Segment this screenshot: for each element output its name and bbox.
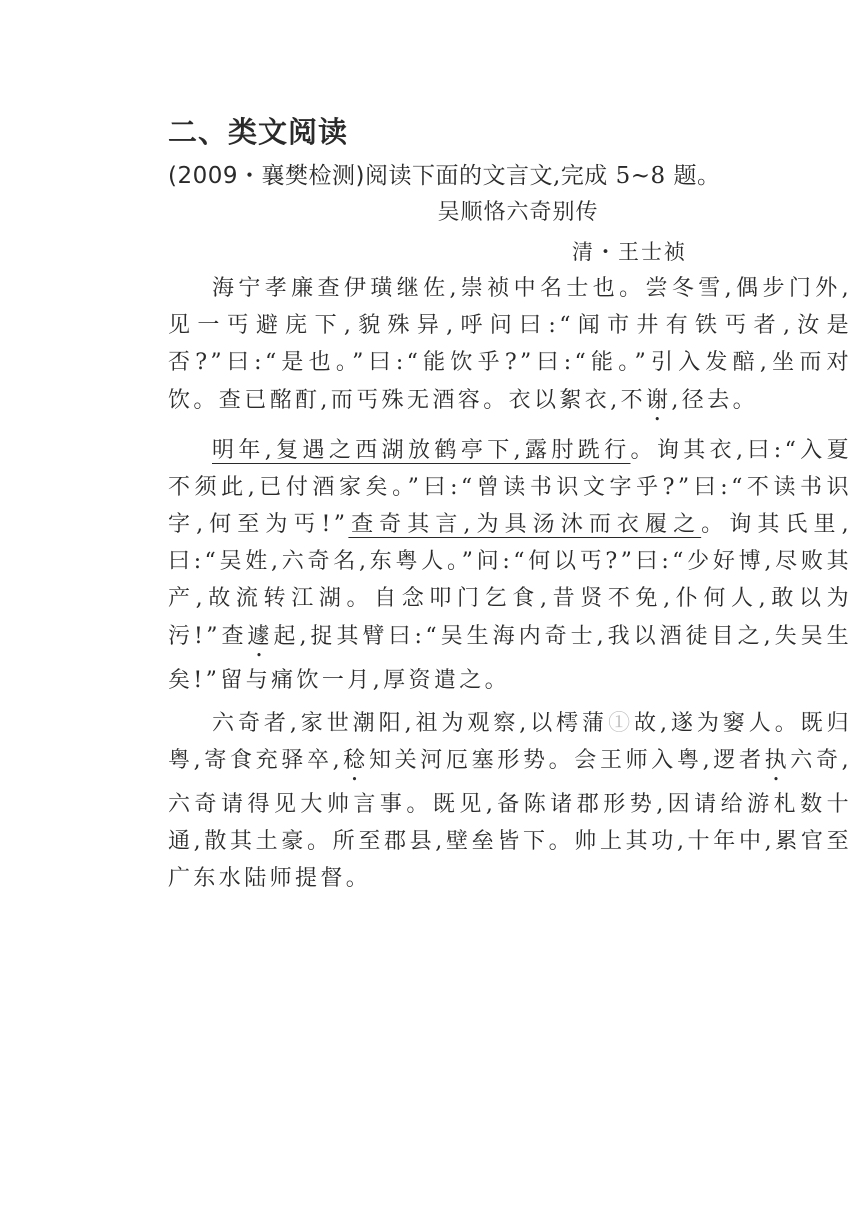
paragraph-2-text-b: 。询其氏里,曰:“吴姓,六奇名,东粤人。”问:“何以丐?”曰:“少好博,尽败其产,故流转江湖。自念叩门乞食,昔贤不免,仆何人,敢以为污!”查: [168, 512, 852, 649]
paragraph-3-text-d: 六奇,六奇请得见大帅言事。既见,备陈诸郡形势,因请给游札数十通,散其土豪。所至郡县,壁垒皆下。帅上其功,十年中,累官至广东水陆师提督。: [168, 748, 853, 892]
passage-author: 清・王士祯: [572, 240, 687, 264]
emphasized-char-zhi: 执: [764, 748, 791, 774]
paragraph-3-text-b: 故,遂为窭人。既归粤,寄食充驿卒,: [168, 710, 852, 774]
underlined-sentence-1: 明年,复遇之西湖放鹤亭下,露肘跣行: [212, 437, 631, 463]
paragraph-2-text-c: 起,捉其臂曰:“吴生海内奇士,我以酒徒目之,失吴生矣!”留与痛饮一月,厚资遣之。: [168, 623, 852, 693]
paragraph-2-text-a: 。询其衣,曰:“入夏不须此,已付酒家矣。”曰:“曾读书识文字乎?”曰:“不读书识字,何至为丐!”: [168, 437, 852, 538]
footnote-marker: ①: [608, 710, 635, 736]
emphasized-char-xie: 谢: [646, 387, 672, 413]
paragraph-2: [168, 432, 852, 699]
section-heading: 二、类文阅读: [168, 115, 349, 149]
question-text: 阅读下面的文言文,完成 5~8 题。: [364, 163, 721, 189]
paragraph-3: [168, 705, 852, 898]
emphasized-char-ren: 稔: [343, 748, 369, 774]
emphasized-char-ju: 遽: [247, 623, 274, 649]
paragraph-3-text-c: 知关河厄塞形势。会王师入粤,逻者: [368, 748, 765, 774]
paragraph-3-text-a: 六奇者,家世潮阳,祖为观察,以樗蒲: [212, 710, 609, 736]
question-instruction: [168, 158, 852, 194]
question-source: (2009・襄樊检测): [168, 163, 365, 189]
passage-body: [168, 270, 852, 898]
paragraph-1-text-b: ,径去。: [671, 387, 758, 413]
passage-title: 吴顺恪六奇别传: [437, 200, 599, 225]
paragraph-1-text-a: 海宁孝廉查伊璜继佐,崇祯中名士也。尝冬雪,偶步门外,见一丐避庑下,貌殊异,呼问曰:“闻市井有铁丐者,汝是否?”曰:“是也。”曰:“能饮乎?”曰:“能。”引入发醅,坐而对饮。查已酩酊,而丐殊无酒容。衣以絮衣,不: [168, 276, 852, 413]
underlined-sentence-2: 查奇其言,为具汤沐而衣履之: [348, 512, 702, 538]
page: [168, 112, 852, 898]
paragraph-1: [168, 270, 852, 426]
